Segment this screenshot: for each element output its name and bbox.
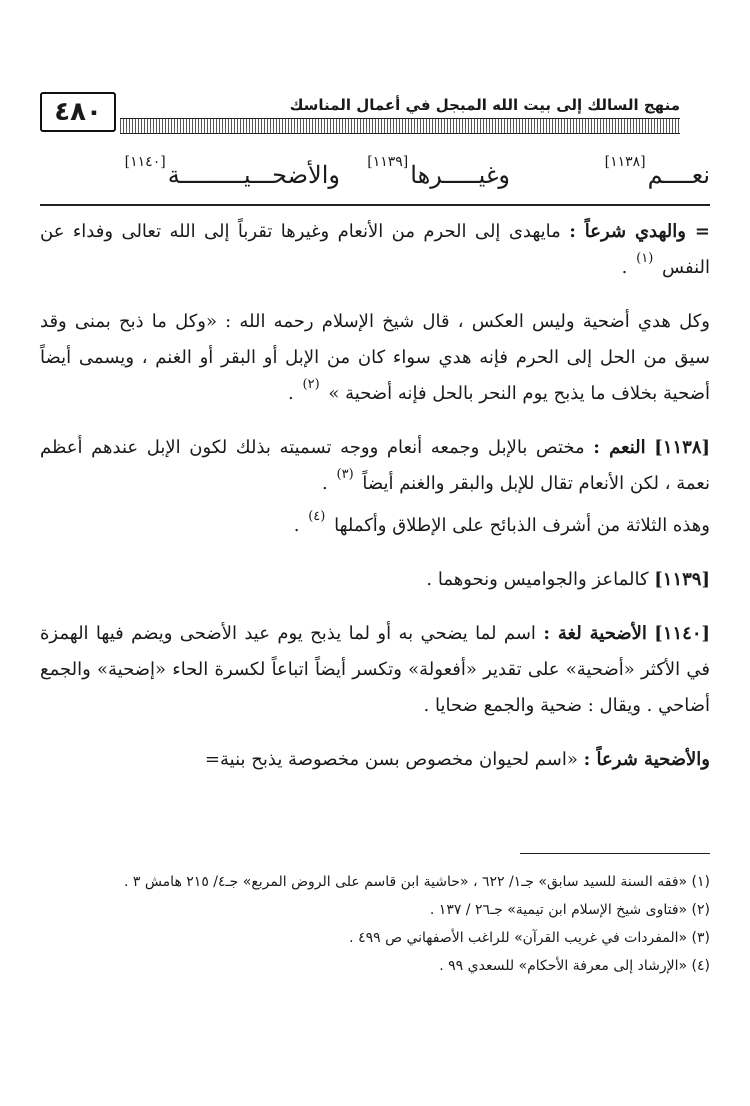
page-header bbox=[40, 92, 680, 138]
para-naam: [١١٣٨] النعم : مختص بالإبل وجمعه أنعام ووجه تسميته بذلك لكون الإبل عندهم أعظم نعمة ، لكن الأنعام تقال للإبل والبقر والغنم أيضاً $^{(٣)}$ . bbox=[40, 437, 711, 494]
header-hatch-rule bbox=[120, 118, 680, 134]
para-quote: وكل هدي أضحية وليس العكس ، قال شيخ الإسلام رحمه الله : «وكل ما ذبح بمنى وقد سيق من الحل إلى الحرم فإنه هدي سواء كان من الإبل أو البقر أو الغنم ، ويسمى أيضاً أضحية بخلاف ما يذبح يوم النحر بالحل فإنه أضحية » $^{(٢)}$ . bbox=[40, 311, 710, 404]
matn-terms-line bbox=[40, 152, 710, 198]
para-udhiya-lugha: [١١٤٠] الأضحية لغة : اسم لما يضحي به أو لما يذبح يوم عيد الأضحى ويضم فيها الهمزة في الأكثر «أضحية» على تقدير «أفعولة» وتكسر أيضاً اتباعاً لكسرة الحاء «إضحية» والجمع أضاحي . ويقال : ضحية والجمع ضحايا . bbox=[40, 623, 711, 716]
commentary-body bbox=[40, 214, 710, 784]
running-title: منهج السالك إلى بيت الله المبجل في أعمال المناسك bbox=[289, 96, 680, 114]
footnote-4: (٤) «الإرشاد إلى معرفة الأحكام» للسعدي ٩٩ . bbox=[439, 958, 710, 974]
term-ghayruha: وغيـــــرها[١١٣٩] bbox=[367, 154, 510, 189]
para-ghayruha: [١١٣٩] كالماعز والجواميس ونحوهما . bbox=[426, 569, 710, 590]
footnotes bbox=[40, 868, 710, 980]
term-udhiya: والأضحـــيـــــــــة[١١٤٠] bbox=[124, 154, 340, 189]
page-number: ٤٨٠ bbox=[40, 92, 116, 132]
footnote-2: (٢) «فتاوى شيخ الإسلام ابن تيمية» جـ٢٦ / ١٣٧ . bbox=[429, 902, 710, 918]
para-hadi: = والهدي شرعاً : مايهدى إلى الحرم من الأنعام وغيرها تقرباً إلى الله تعالى وفداء عن النفس $^{(١)}$ . bbox=[40, 221, 710, 278]
footnote-divider bbox=[520, 853, 710, 854]
para-thalatha: وهذه الثلاثة من أشرف الذبائح على الإطلاق وأكملها $^{(٤)}$ . bbox=[293, 509, 710, 536]
para-udhiya-shar: والأضحية شرعاً : «اسم لحيوان مخصوص بسن مخصوصة يذبح بنية= bbox=[204, 749, 710, 770]
terms-divider bbox=[40, 204, 710, 206]
term-naam: نعــــم[١١٣٨] bbox=[604, 154, 710, 189]
footnote-1: (١) «فقه السنة للسيد سابق» جـ١/ ٦٢٢ ، «حاشية ابن قاسم على الروض المربع» جـ٤/ ٢١٥ هامش ٣ . bbox=[123, 874, 710, 890]
footnote-3: (٣) «المفردات في غريب القرآن» للراغب الأصفهاني ص ٤٩٩ . bbox=[349, 930, 710, 946]
